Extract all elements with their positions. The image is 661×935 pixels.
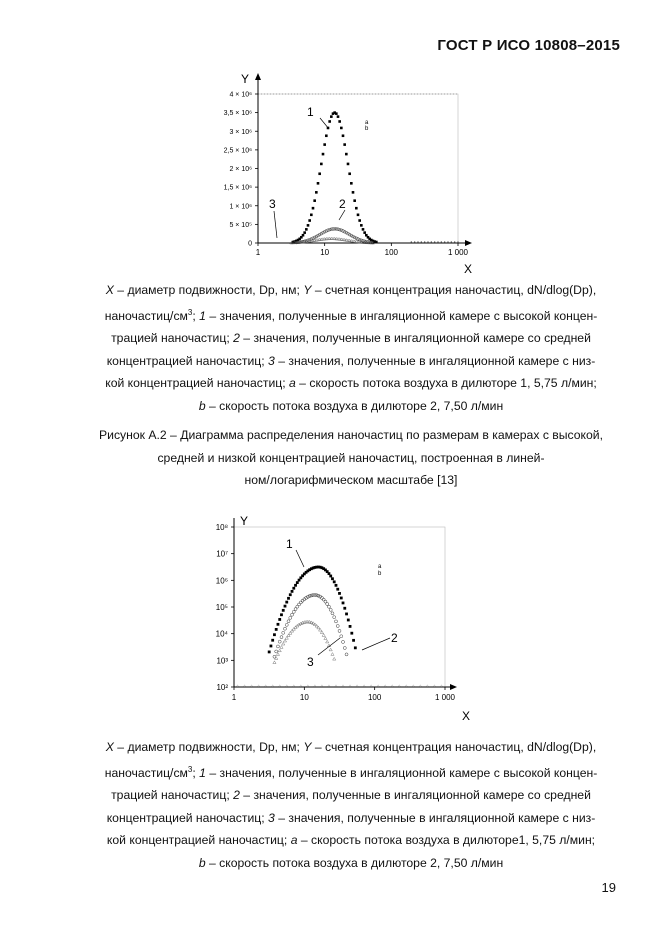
- leader-line-3: [274, 211, 277, 238]
- series-3-point: [317, 626, 320, 629]
- y-tick-label: 10⁵: [215, 603, 228, 612]
- legend-b: b: [365, 126, 369, 132]
- series-1-point: [338, 592, 341, 595]
- series-2-point: [353, 236, 356, 239]
- legend-b: b: [378, 571, 382, 577]
- series-1-point: [273, 633, 276, 636]
- baseline-point: [417, 241, 418, 242]
- series-2-point: [334, 620, 337, 623]
- series-2-point: [342, 640, 345, 643]
- series-3-point: [280, 646, 283, 649]
- series-1-point: [282, 609, 285, 612]
- series-3-point: [322, 634, 325, 637]
- series-3-point: [331, 653, 334, 656]
- series-2-point: [323, 230, 326, 233]
- series-2-point: [317, 594, 320, 597]
- figure-1-plot: [215, 68, 485, 278]
- baseline-point: [272, 685, 274, 687]
- series-1-point: [349, 625, 352, 628]
- x-tick-label: 1 000: [447, 248, 469, 257]
- series-1-point: [325, 134, 328, 137]
- baseline-point: [414, 241, 415, 242]
- leader-line-2: [362, 638, 390, 650]
- y-tick-label: 2,5 × 10⁶: [223, 147, 252, 155]
- series-1-point: [277, 623, 280, 626]
- series-1-point: [291, 590, 294, 593]
- x-axis-arrow: [465, 240, 472, 246]
- baseline-point: [314, 685, 316, 687]
- y-axis-name: Y: [240, 514, 249, 528]
- y-tick-label: 0: [248, 240, 252, 248]
- baseline-point: [444, 241, 445, 242]
- y-tick-label: 10²: [216, 683, 228, 692]
- x-symbol: X: [105, 283, 114, 297]
- baseline-point: [244, 685, 246, 687]
- series-1-point: [343, 607, 346, 610]
- series-1-point: [347, 619, 350, 622]
- caption-2: X – диаметр подвижности, Dp, нм; Y – счетная концентрация наночастиц, dN/dlog(Dp), наночастиц/$см^3$; 1 – значения, полученные в ингаляционной камере с высокой концен- трацией наночастиц; 2 – значения, полученные в ингаляционной камере со средней концентрацией наночастиц; 3 – значения, полученные в ингаляционной камере с низ- кой концентрацией наночастиц; a – скорость потока воздуха в дилюторе1, 5,75 л/мин; b – скорость потока воздуха в дилюторе 2, 7,50 л/мин: [104, 740, 598, 870]
- series-2-point: [292, 610, 295, 613]
- baseline-point: [377, 685, 379, 687]
- series-1-point: [337, 115, 340, 118]
- series-1-point: [335, 112, 338, 115]
- series-2-point: [299, 601, 302, 604]
- series-1-point: [289, 593, 292, 596]
- series-2-point: [298, 603, 301, 606]
- series-3-point: [290, 629, 293, 632]
- baseline-point: [405, 685, 407, 687]
- series-1-point: [333, 580, 336, 583]
- y-tick-label: 3 × 10⁶: [229, 128, 252, 136]
- curve-label-1: 1: [286, 537, 293, 551]
- legend-a: a: [378, 564, 382, 570]
- series-2-point: [327, 605, 330, 608]
- series-2-point: [329, 608, 332, 611]
- series-2-point: [278, 640, 281, 643]
- x-tick-label: 10: [299, 693, 309, 702]
- baseline-point: [433, 685, 435, 687]
- series-1-point: [357, 214, 360, 217]
- series-1-point: [358, 219, 361, 222]
- series-2-point: [342, 230, 345, 233]
- baseline-point: [265, 685, 267, 687]
- series-1-point: [343, 143, 346, 146]
- baseline-point: [279, 685, 281, 687]
- series-2-point: [310, 238, 313, 241]
- series-1-point: [329, 575, 332, 578]
- series-2-point: [275, 650, 278, 653]
- baseline-point: [307, 685, 309, 687]
- series-1-point: [347, 163, 350, 166]
- series-2-point: [322, 598, 325, 601]
- series-1-point: [308, 219, 311, 222]
- y-tick-label: 10³: [216, 656, 228, 666]
- baseline-point: [426, 685, 428, 687]
- baseline-point: [457, 241, 458, 242]
- figure-2-plot: [200, 510, 485, 725]
- plot-frame: [234, 527, 445, 687]
- series-2-point: [280, 636, 283, 639]
- y-tick-label: 10⁴: [215, 629, 228, 639]
- series-3-point: [283, 639, 286, 642]
- series-1-point: [345, 153, 348, 156]
- series-2-point: [340, 635, 343, 638]
- series-1-point: [363, 231, 366, 234]
- series-3-point: [326, 640, 329, 643]
- series-1-point: [271, 639, 274, 642]
- series-1-point: [340, 597, 343, 600]
- baseline-point: [437, 241, 438, 242]
- baseline-point: [237, 685, 239, 687]
- series-1-point: [352, 639, 355, 642]
- series-1-point: [328, 120, 331, 123]
- baseline-point: [412, 685, 414, 687]
- baseline-point: [328, 685, 330, 687]
- series-1-point: [323, 143, 326, 146]
- baseline-point: [431, 241, 432, 242]
- series-1-point: [284, 605, 287, 608]
- caption-1: X – диаметр подвижности, Dp, нм; Y – счетная концентрация наночастиц, dN/dlog(Dp), наночастиц/$см^3$; 1 – значения, полученные в ингаляционной камере с высокой концен- трацией наночастиц; 2 – значения, полученные в ингаляционной камере со средней концентрацией наночастиц; 3 – значения, полученные в ингаляционной камере с низ- кой концентрацией наночастиц; a – скорость потока воздуха в дилюторе 1, 5,75 л/мин; b – скорость потока воздуха в дилюторе 2, 7,50 л/мин: [104, 283, 598, 413]
- series-1-point: [353, 199, 356, 202]
- baseline-point: [440, 685, 442, 687]
- page-number: 19: [601, 880, 616, 895]
- curve-label-3: 3: [269, 197, 276, 211]
- series-3-point: [282, 642, 285, 645]
- series-2-point: [343, 646, 346, 649]
- series-1-point: [348, 172, 351, 175]
- baseline-point: [398, 685, 400, 687]
- series-2-point: [308, 595, 311, 598]
- series-1-point: [292, 587, 295, 590]
- series-1-point: [375, 241, 378, 244]
- series-2-point: [338, 228, 341, 231]
- y-tick-label: 3,5 × 10⁶: [223, 110, 252, 118]
- series-1-point: [342, 602, 345, 605]
- series-1-point: [275, 628, 278, 631]
- baseline-point: [447, 241, 448, 242]
- x-axis-arrow: [450, 684, 457, 690]
- series-2-point: [343, 230, 346, 233]
- series-2-point: [285, 623, 288, 626]
- series-1-point: [305, 228, 308, 231]
- leader-line-2: [339, 210, 345, 220]
- series-2-point: [289, 616, 292, 619]
- series-2-point: [276, 645, 279, 648]
- series-2-point: [357, 238, 360, 241]
- series-1-point: [318, 172, 321, 175]
- document-id: ГОСТ Р ИСО 10808–2015: [437, 37, 620, 54]
- series-1-point: [317, 182, 320, 185]
- leader-line-3: [318, 638, 340, 655]
- series-1-point: [354, 646, 357, 649]
- x-tick-label: 1: [231, 693, 237, 702]
- series-1-point: [320, 163, 323, 166]
- series-2-point: [326, 602, 329, 605]
- y-tick-label: 2 × 10⁶: [229, 166, 252, 173]
- plot-frame: [258, 94, 458, 243]
- baseline-point: [300, 685, 302, 687]
- baseline-point: [424, 241, 425, 242]
- series-2-point: [331, 612, 334, 615]
- x-tick-label: 100: [367, 693, 382, 702]
- series-2-point: [355, 237, 358, 240]
- y-tick-label: 10⁸: [215, 523, 228, 532]
- y-tick-label: 4 × 10⁶: [229, 91, 252, 99]
- series-1-point: [296, 581, 299, 584]
- baseline-point: [258, 685, 260, 687]
- x-tick-label: 100: [384, 248, 399, 257]
- figure-title: Рисунок А.2 – Диаграмма распределения наночастиц по размерам в камерах с высокой, средней и низкой концентрацией наночастиц, построенная в линей- ном/логарифмическом масштабе [13]: [99, 428, 603, 487]
- curve-label-2: 2: [391, 631, 398, 645]
- series-2-point: [283, 627, 286, 630]
- legend-a: a: [365, 120, 369, 126]
- series-2-point: [333, 616, 336, 619]
- series-1-point: [302, 234, 305, 237]
- x-axis-name: X: [464, 262, 473, 276]
- x-tick-label: 10: [320, 248, 330, 257]
- baseline-point: [293, 685, 295, 687]
- series-3-point: [329, 648, 332, 651]
- baseline-point: [342, 685, 344, 687]
- series-2-point: [291, 613, 294, 616]
- baseline-point: [349, 685, 351, 687]
- series-1-point: [355, 207, 358, 210]
- series-3-point: [278, 649, 281, 652]
- baseline-point: [356, 685, 358, 687]
- series-1-point: [285, 601, 288, 604]
- x-tick-label: 1 000: [434, 693, 456, 702]
- figure-2: [200, 510, 485, 725]
- y-axis-arrow: [255, 73, 261, 80]
- series-1-point: [331, 577, 334, 580]
- series-2-point: [325, 230, 328, 233]
- series-1-point: [270, 645, 273, 648]
- leader-line-1: [320, 118, 329, 129]
- series-1-point: [330, 115, 333, 118]
- baseline-point: [419, 685, 421, 687]
- series-2-point: [338, 629, 341, 632]
- series-2-point: [287, 620, 290, 623]
- baseline-point: [391, 685, 393, 687]
- baseline-point: [286, 685, 288, 687]
- x-axis-name: X: [462, 709, 471, 723]
- series-1-point: [313, 199, 316, 202]
- series-1-point: [287, 597, 290, 600]
- baseline-point: [434, 241, 435, 242]
- series-1-point: [322, 153, 325, 156]
- baseline-point: [321, 685, 323, 687]
- series-1-point: [335, 584, 338, 587]
- series-1-point: [362, 228, 365, 231]
- series-1-point: [268, 651, 271, 654]
- series-1-point: [278, 618, 281, 621]
- baseline-point: [363, 685, 365, 687]
- series-1-point: [350, 182, 353, 185]
- series-1-point: [336, 588, 339, 591]
- baseline-point: [451, 241, 452, 242]
- y-tick-label: 1 × 10⁶: [229, 203, 252, 211]
- series-1-point: [280, 613, 283, 616]
- y-tick-label: 1,5 × 10⁶: [223, 184, 252, 192]
- baseline-point: [411, 241, 412, 242]
- leader-line-1: [296, 550, 304, 567]
- series-2-point: [345, 653, 348, 656]
- baseline-point: [441, 241, 442, 242]
- series-1-point: [345, 613, 348, 616]
- baseline-point: [384, 685, 386, 687]
- curve-label-2: 2: [339, 197, 346, 211]
- series-2-point: [336, 624, 339, 627]
- series-2-point: [282, 631, 285, 634]
- y-tick-label: 10⁶: [215, 576, 228, 586]
- series-2-point: [327, 229, 330, 232]
- baseline-point: [251, 685, 253, 687]
- series-1-point: [307, 224, 310, 227]
- series-3-point: [333, 657, 336, 660]
- curve-label-3: 3: [307, 655, 314, 669]
- figure-1: [215, 68, 485, 278]
- baseline-point: [427, 241, 428, 242]
- x-tick-label: 1: [255, 248, 261, 257]
- series-3-point: [285, 636, 288, 639]
- series-1-point: [294, 584, 297, 587]
- series-1-point: [350, 632, 353, 635]
- baseline-point: [454, 241, 455, 242]
- series-3-point: [273, 661, 276, 664]
- series-1-point: [328, 572, 331, 575]
- series-3-point: [292, 627, 295, 630]
- series-1-point: [338, 120, 341, 123]
- baseline-point: [421, 241, 422, 242]
- series-1-point: [340, 127, 343, 130]
- y-tick-label: 5 × 10⁵: [229, 221, 252, 229]
- series-2-point: [313, 236, 316, 239]
- baseline-point: [335, 685, 337, 687]
- y-axis-name: Y: [241, 72, 250, 86]
- series-1-point: [352, 191, 355, 194]
- series-3-point: [324, 637, 327, 640]
- y-symbol: Y: [303, 283, 312, 297]
- curve-label-1: 1: [307, 105, 314, 119]
- series-1-point: [342, 134, 345, 137]
- baseline-point: [370, 685, 372, 687]
- series-1-point: [303, 231, 306, 234]
- series-3-point: [276, 653, 279, 656]
- series-1-point: [310, 214, 313, 217]
- series-2-point: [340, 229, 343, 232]
- series-1-point: [360, 224, 363, 227]
- y-tick-label: 10⁷: [216, 549, 228, 559]
- series-1-point: [315, 191, 318, 194]
- series-1-point: [312, 207, 315, 210]
